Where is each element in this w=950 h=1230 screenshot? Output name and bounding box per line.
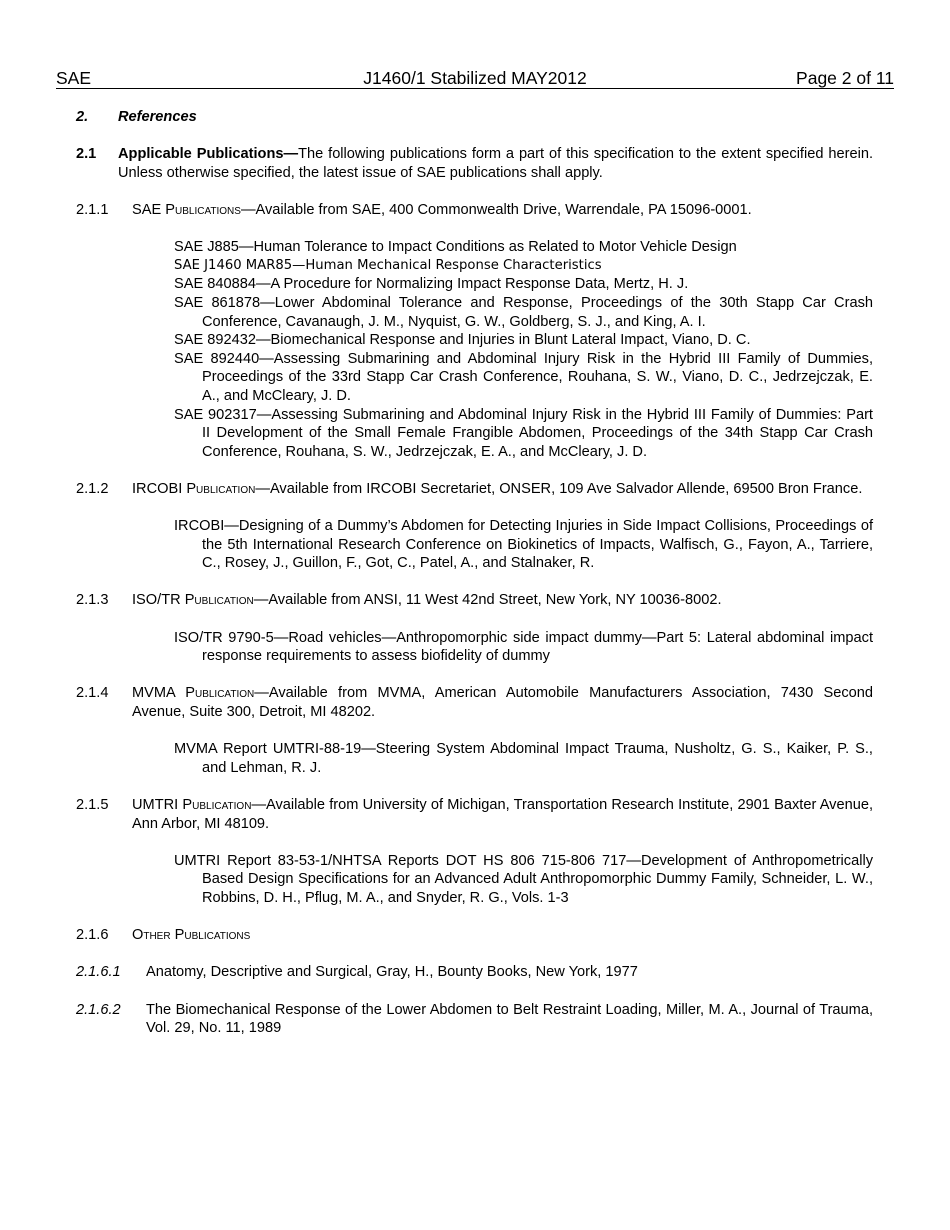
group-prefix: MVMA — [132, 685, 186, 702]
group-source: —Available from ANSI, 11 West 42nd Street, New York, NY 10036-8002. — [253, 592, 722, 609]
publication-group-iso — [76, 591, 873, 610]
reference-item: MVMA Report UMTRI-88-19—Steering System Abdominal Impact Trauma, Nusholtz, G. S., Kaiker, P. S., and Lehman, R. J. — [174, 741, 873, 776]
group-type: Publications — [165, 201, 241, 218]
group-type: Publication — [182, 796, 252, 813]
reference-item: SAE J885—Human Tolerance to Impact Conditions as Related to Motor Vehicle Design — [174, 239, 737, 256]
reference-item: SAE 902317—Assessing Submarining and Abdominal Injury Risk in the Hybrid III Family of Dummies: Part II Development of the Small Female Frangible Abdomen, Proceedings of the 34th Stapp Car Crash Conference, Rouhana, S. W., Jedrzejczak, E. A., and McCleary, J. D. — [174, 406, 873, 460]
section-title: References — [118, 109, 197, 125]
group-type: Publication — [185, 685, 255, 702]
group-number: 2.1.2 — [76, 480, 109, 497]
item-text: Anatomy, Descriptive and Surgical, Gray, H., Bounty Books, New York, 1977 — [146, 964, 638, 981]
reference-list-ircobi — [76, 517, 873, 573]
reference-item: SAE 840884—A Procedure for Normalizing Impact Response Data, Mertz, H. J. — [174, 276, 689, 293]
group-prefix: ISO/TR — [132, 592, 185, 609]
section-number: 2. — [76, 109, 89, 125]
item-number: 2.1.6.2 — [76, 1001, 121, 1018]
other-publication-item — [76, 963, 873, 982]
header-org: SAE — [56, 68, 92, 88]
item-number: 2.1.6.1 — [76, 964, 121, 981]
group-source: —Available from University of Michigan, Transportation Research Institute, 2901 Baxter Avenue, Ann Arbor, MI 48109. — [132, 796, 873, 832]
reference-item: ISO/TR 9790-5—Road vehicles—Anthropomorphic side impact dummy—Part 5: Lateral abdominal impact response requirements to assess biofidelity of dummy — [174, 629, 873, 665]
publication-group-other — [76, 926, 873, 945]
reference-item: SAE J1460 MAR85—Human Mechanical Response Characteristics — [174, 257, 602, 273]
group-prefix: IRCOBI — [132, 480, 187, 497]
group-type: Publication — [184, 592, 254, 609]
group-source: —Available from IRCOBI Secretariet, ONSER, 109 Ave Salvador Allende, 69500 Bron France. — [255, 480, 863, 497]
subsection-number: 2.1 — [76, 146, 97, 163]
reference-list-mvma — [76, 740, 873, 777]
group-prefix: UMTRI — [132, 796, 183, 813]
publication-group-ircobi — [76, 480, 873, 499]
group-number: 2.1.6 — [76, 927, 109, 944]
group-prefix: SAE — [132, 201, 166, 218]
section-heading — [76, 108, 873, 127]
reference-item: UMTRI Report 83-53-1/NHTSA Reports DOT HS 806 715-806 717—Development of Anthropometrically Based Design Specifications for an Advanced Adult Anthropomorphic Dummy Family, Schneider, L. W., Robbins, D. H., Pflug, M. A., and Snyder, R. G., Vols. 1-3 — [174, 852, 873, 906]
group-number: 2.1.4 — [76, 685, 109, 702]
other-publication-item — [76, 1001, 873, 1038]
publication-group-sae — [76, 201, 873, 220]
subsection-text: The following publications form a part of this specification to the extent specified herein. Unless otherwise specified, the latest issue of SAE publications shall apply. — [118, 146, 873, 181]
reference-item: SAE 892440—Assessing Submarining and Abdominal Injury Risk in the Hybrid III Family of Dummies, Proceedings of the 33rd Stapp Car Crash Conference, Rouhana, S. W., Viano, D. C., Jedrzejczak, E. A., and McCleary, J. D. — [174, 350, 873, 404]
group-type: Publication — [186, 480, 256, 497]
header-doc-id: J1460/1 Stabilized MAY2012 — [363, 68, 587, 88]
group-source: —Available from SAE, 400 Commonwealth Drive, Warrendale, PA 15096-0001. — [240, 201, 752, 218]
document-body — [76, 108, 873, 1038]
item-text: The Biomechanical Response of the Lower Abdomen to Belt Restraint Loading, Miller, M. A., Journal of Trauma, Vol. 29, No. 11, 1989 — [146, 1001, 873, 1037]
publication-group-umtri — [76, 796, 873, 833]
reference-item: IRCOBI—Designing of a Dummy’s Abdomen for Detecting Injuries in Side Impact Collisions, Proceedings of the 5th International Research Conference on Biokinetics of Impacts, Walfisch, G., Fayon, A., Tarriere, C., Rosey, J., Guillon, F., Got, C., Patel, A., and Stalnaker, R. — [174, 518, 873, 572]
reference-list-sae — [76, 238, 873, 461]
group-type: Other Publications — [132, 927, 251, 944]
applicable-publications — [76, 145, 873, 182]
reference-list-umtri — [76, 852, 873, 908]
reference-item: SAE 861878—Lower Abdominal Tolerance and Response, Proceedings of the 30th Stapp Car Crash Conference, Cavanaugh, J. M., Nyquist, G. W., Goldberg, S. J., and King, A. I. — [174, 294, 873, 330]
page-header — [56, 68, 894, 89]
publication-group-mvma — [76, 684, 873, 721]
reference-list-iso — [76, 629, 873, 666]
reference-item: SAE 892432—Biomechanical Response and Injuries in Blunt Lateral Impact, Viano, D. C. — [174, 332, 751, 349]
header-page-number: Page 2 of 11 — [796, 68, 894, 88]
group-number: 2.1.1 — [76, 201, 109, 218]
group-number: 2.1.3 — [76, 592, 109, 609]
group-number: 2.1.5 — [76, 796, 109, 813]
group-source: —Available from MVMA, American Automobile Manufacturers Association, 7430 Second Avenue, Suite 300, Detroit, MI 48202. — [132, 685, 874, 720]
subsection-title: Applicable Publications— — [118, 146, 299, 163]
